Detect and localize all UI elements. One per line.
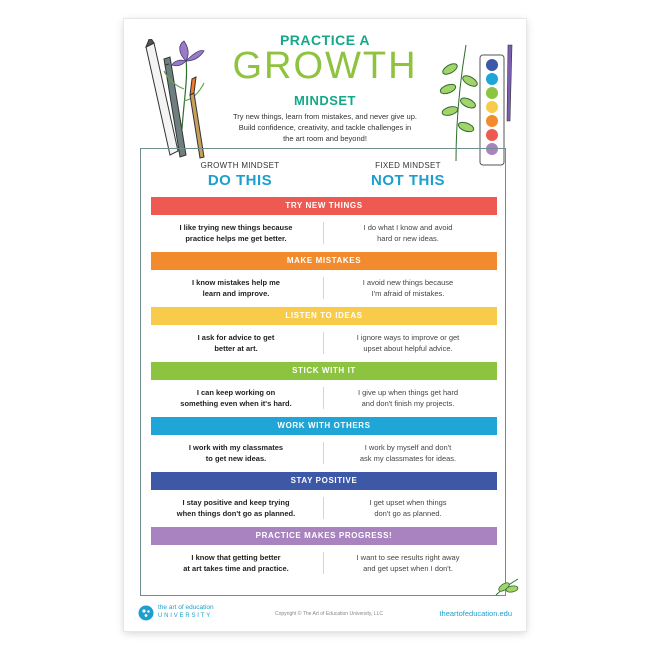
statement-line: practice helps me get better.	[185, 234, 287, 243]
statement-line: I know mistakes help me	[192, 278, 280, 287]
row-band: TRY NEW THINGS	[151, 197, 497, 215]
growth-statement	[161, 552, 311, 574]
statement-line: I work by myself and don't	[364, 443, 452, 452]
statement-line: I'm afraid of mistakes.	[371, 289, 445, 298]
statement-line: I like trying new things because	[179, 223, 293, 232]
statement-line: I get upset when things	[369, 498, 447, 507]
growth-column-header	[155, 161, 325, 189]
row-band: PRACTICE MAKES PROGRESS!	[151, 527, 497, 545]
row-divider	[323, 552, 324, 574]
comparison-board	[140, 148, 506, 596]
fixed-statement	[333, 332, 483, 354]
growth-column-title: DO THIS	[207, 172, 273, 189]
fixed-statement	[333, 222, 483, 244]
statement-line: to get new ideas.	[205, 454, 267, 463]
statement-line: when things don't go as planned.	[176, 509, 296, 518]
row-divider	[323, 222, 324, 244]
growth-statement	[161, 332, 311, 354]
growth-statement	[161, 387, 311, 409]
intro-line: Build confidence, creativity, and tackle challenges in	[238, 123, 412, 132]
leaf-icon	[494, 575, 520, 597]
fixed-column-header	[323, 161, 493, 189]
footer-brand	[158, 604, 214, 620]
fixed-statement	[333, 552, 483, 574]
statement-line: upset about helpful advice.	[363, 344, 453, 353]
fixed-column-title: NOT THIS	[371, 172, 445, 189]
growth-statement	[161, 277, 311, 299]
row-band: MAKE MISTAKES	[151, 252, 497, 270]
fixed-column-subtitle: FIXED MINDSET	[375, 161, 441, 170]
statement-line: I can keep working on	[196, 388, 276, 397]
growth-column-subtitle: GROWTH MINDSET	[200, 161, 280, 170]
website-link[interactable]: theartofeducation.edu	[439, 609, 512, 618]
growth-statement	[161, 497, 311, 519]
row-divider	[323, 387, 324, 409]
row-divider	[323, 442, 324, 464]
statement-line: ask my classmates for ideas.	[359, 454, 457, 463]
row-band: STICK WITH IT	[151, 362, 497, 380]
statement-line: I avoid new things because	[362, 278, 454, 287]
statement-line: and don't finish my projects.	[361, 399, 455, 408]
statement-line: and get upset when I don't.	[363, 564, 453, 573]
statement-line: better at art.	[214, 344, 258, 353]
copyright-text: Copyright © The Art of Education University, LLC	[275, 611, 383, 617]
growth-statement	[161, 222, 311, 244]
statement-line: I ask for advice to get	[197, 333, 275, 342]
growth-statement	[161, 442, 311, 464]
row-band: WORK WITH OTHERS	[151, 417, 497, 435]
fixed-statement	[333, 497, 483, 519]
title-bottom: MINDSET	[294, 93, 356, 108]
intro-text	[210, 111, 440, 144]
row-divider	[323, 497, 324, 519]
intro-line: the art room and beyond!	[283, 134, 367, 143]
statement-line: I ignore ways to improve or get	[356, 333, 460, 342]
row-band: STAY POSITIVE	[151, 472, 497, 490]
brand-name: the art of education	[158, 604, 214, 611]
fixed-statement	[333, 277, 483, 299]
statement-line: I give up when things get hard	[357, 388, 459, 397]
statement-line: I know that getting better	[191, 553, 281, 562]
statement-line: I work with my classmates	[188, 443, 284, 452]
growth-mindset-poster	[124, 19, 526, 631]
title-main: GROWTH	[232, 45, 418, 87]
statement-line: learn and improve.	[202, 289, 270, 298]
row-band: LISTEN TO IDEAS	[151, 307, 497, 325]
fixed-statement	[333, 442, 483, 464]
statement-line: something even when it's hard.	[180, 399, 292, 408]
statement-line: hard or new ideas.	[377, 234, 439, 243]
statement-line: don't go as planned.	[374, 509, 442, 518]
brand-university: UNIVERSITY	[158, 613, 213, 619]
aoeu-logo-icon	[138, 605, 154, 621]
row-divider	[323, 332, 324, 354]
statement-line: at art takes time and practice.	[183, 564, 289, 573]
title-top: PRACTICE A	[279, 32, 371, 48]
row-divider	[323, 277, 324, 299]
statement-line: I do what I know and avoid	[363, 223, 453, 232]
fixed-statement	[333, 387, 483, 409]
intro-line: Try new things, learn from mistakes, and never give up.	[233, 112, 417, 121]
statement-line: I stay positive and keep trying	[182, 498, 290, 507]
statement-line: I want to see results right away	[356, 553, 460, 562]
